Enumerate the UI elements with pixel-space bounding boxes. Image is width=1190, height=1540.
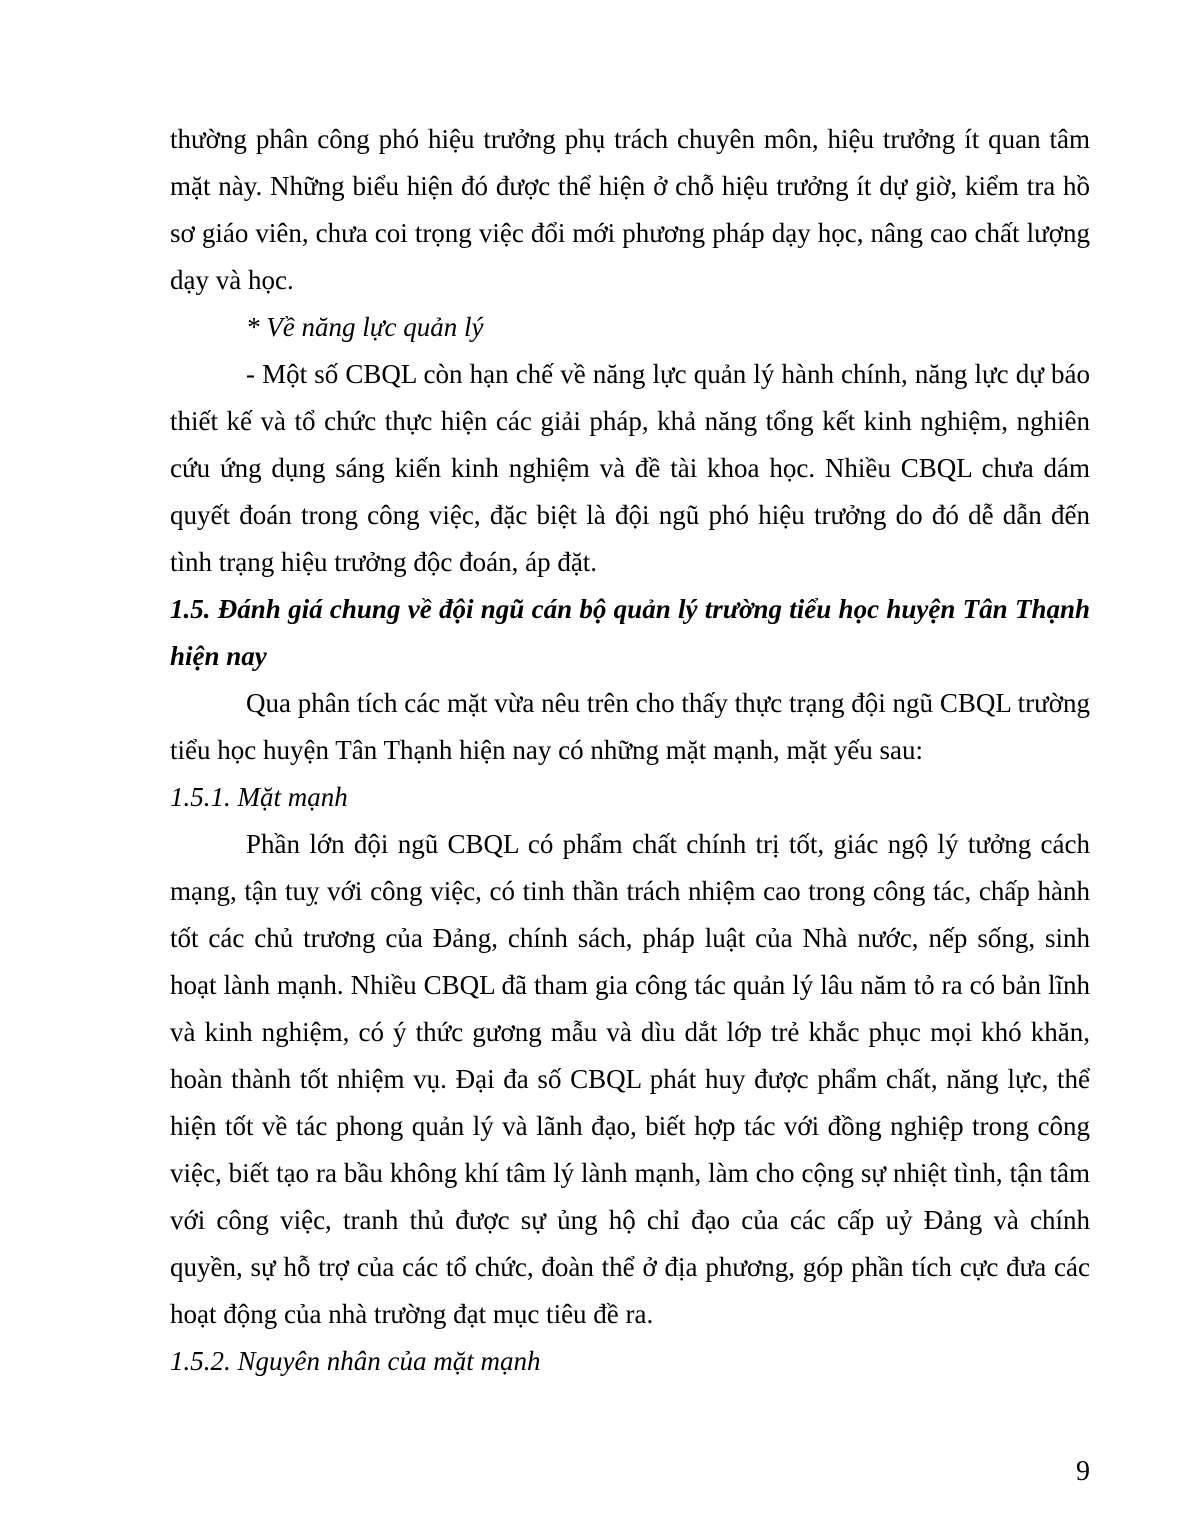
paragraph-continuation: thường phân công phó hiệu trưởng phụ trách chuyên môn, hiệu trưởng ít quan tâm mặt này. Những biểu hiện đó được thể hiện ở chỗ hiệu trưởng ít dự giờ, kiểm tra hồ sơ giáo viên, chưa coi trọng việc đổi mới phương pháp dạy học, nâng cao chất lượng dạy và học. — [170, 124, 1090, 295]
page-number: 9 — [1076, 1456, 1090, 1487]
note-management-capacity: * Về năng lực quản lý — [246, 312, 484, 342]
paragraph-strengths: Phần lớn đội ngũ CBQL có phẩm chất chính trị tốt, giác ngộ lý tưởng cách mạng, tận tuỵ với công việc, có tinh thần trách nhiệm cao trong công tác, chấp hành tốt các chủ trương của Đảng, chính sách, pháp luật của Nhà nước, nếp sống, sinh hoạt lành mạnh. Nhiều CBQL đã tham gia công tác quản lý lâu năm tỏ ra có bản lĩnh và kinh nghiệm, có ý thức gương mẫu và dìu dắt lớp trẻ khắc phục mọi khó khăn, hoàn thành tốt nhiệm vụ. Đại đa số CBQL phát huy được phẩm chất, năng lực, thể hiện tốt về tác phong quản lý và lãnh đạo, biết hợp tác với đồng nghiệp trong công việc, biết tạo ra bầu không khí tâm lý lành mạnh, làm cho cộng sự nhiệt tình, tận tâm với công việc, tranh thủ được sự ủng hộ chỉ đạo của các cấp uỷ Đảng và chính quyền, sự hỗ trợ của các tổ chức, đoàn thể ở địa phương, góp phần tích cực đưa các hoạt động của nhà trường đạt mục tiêu đề ra. — [170, 829, 1090, 1329]
document-body — [170, 116, 1090, 1385]
paragraph-limitations: - Một số CBQL còn hạn chế về năng lực quản lý hành chính, năng lực dự báo thiết kế và tổ chức thực hiện các giải pháp, khả năng tổng kết kinh nghiệm, nghiên cứu ứng dụng sáng kiến kinh nghiệm và đề tài khoa học. Nhiều CBQL chưa dám quyết đoán trong công việc, đặc biệt là đội ngũ phó hiệu trưởng do đó dễ dẫn đến tình trạng hiệu trưởng độc đoán, áp đặt. — [170, 359, 1090, 577]
section-heading-1-5-1: 1.5.1. Mặt mạnh — [170, 782, 348, 812]
section-heading-1-5: 1.5. Đánh giá chung về đội ngũ cán bộ quản lý trường tiểu học huyện Tân Thạnh hiện nay — [170, 594, 1090, 671]
section-heading-1-5-2: 1.5.2. Nguyên nhân của mặt mạnh — [170, 1346, 541, 1376]
paragraph-overview: Qua phân tích các mặt vừa nêu trên cho thấy thực trạng đội ngũ CBQL trường tiểu học huyện Tân Thạnh hiện nay có những mặt mạnh, mặt yếu sau: — [170, 688, 1090, 765]
